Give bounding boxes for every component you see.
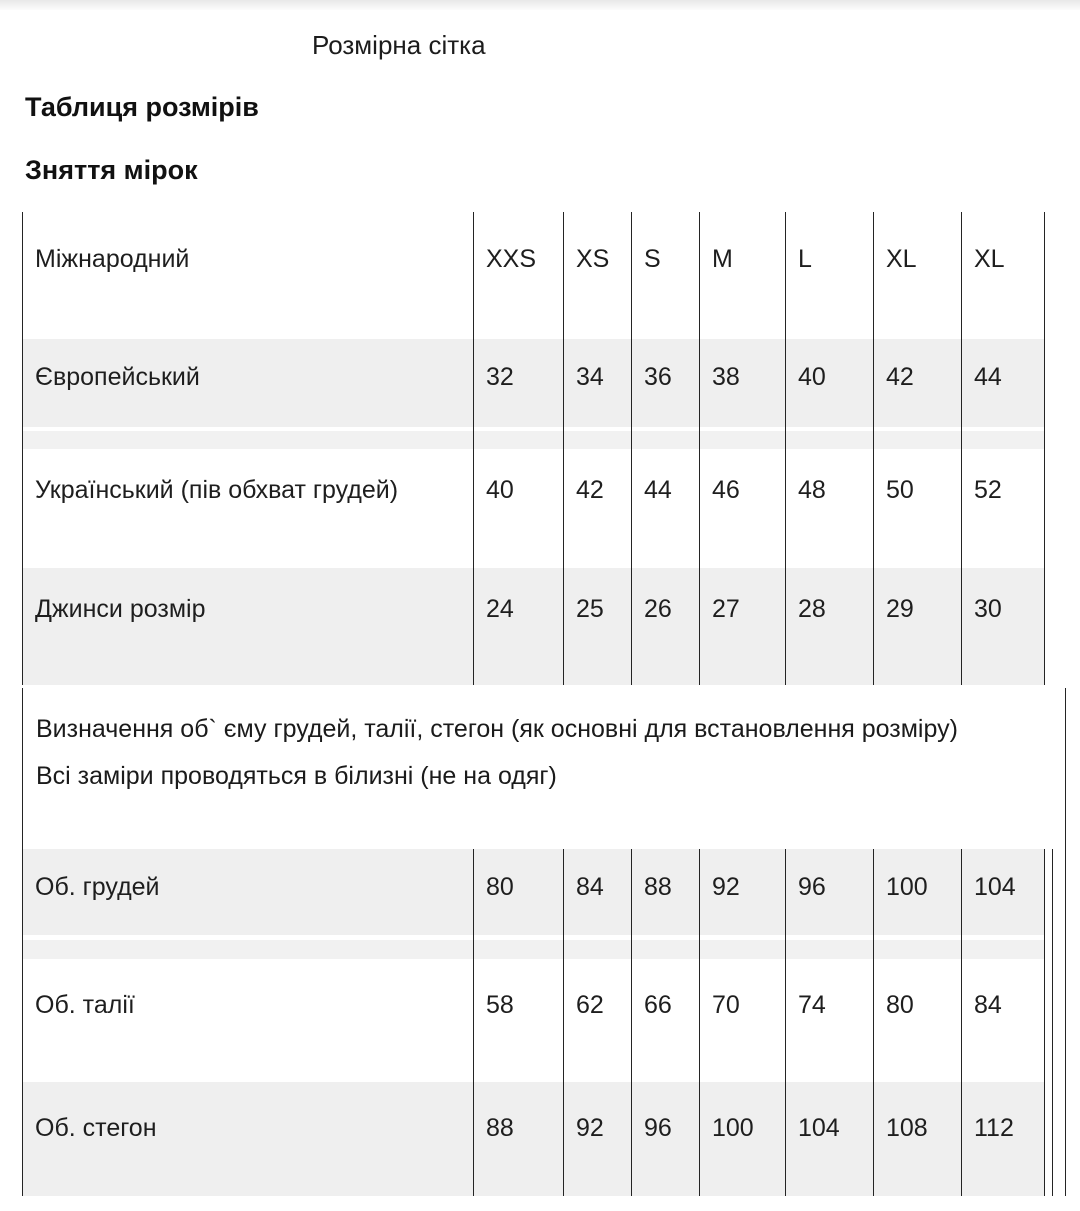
spacer-row xyxy=(23,431,1044,449)
table-row-waist xyxy=(23,959,1044,1082)
cell: 96 xyxy=(631,1082,699,1196)
cell: XL xyxy=(873,212,961,339)
cell: 92 xyxy=(699,849,785,935)
size-table xyxy=(22,212,1045,685)
cell: 44 xyxy=(961,339,1043,427)
spacer-cell xyxy=(563,431,631,449)
spacer-cell xyxy=(631,940,699,959)
cell: 74 xyxy=(785,959,873,1082)
page-caption: Розмірна сітка xyxy=(312,30,486,60)
table-row-hips xyxy=(23,1082,1044,1196)
cell: 24 xyxy=(473,568,563,685)
spacer-cell xyxy=(473,940,563,959)
cell: 48 xyxy=(785,449,873,568)
row-label: Об. стегон xyxy=(35,1114,157,1142)
cell: M xyxy=(699,212,785,339)
cell: 62 xyxy=(563,959,631,1082)
note-line: Визначення об` єму грудей, талії, стегон (як основні для встановлення розміру) xyxy=(36,715,958,743)
cell: XL xyxy=(961,212,1043,339)
row-label: Об. грудей xyxy=(35,873,160,901)
table-row-chest xyxy=(23,849,1044,935)
cell: 50 xyxy=(873,449,961,568)
cell: 112 xyxy=(961,1082,1043,1196)
table-row-european xyxy=(23,339,1044,427)
spacer-cell xyxy=(961,431,1043,449)
note-line: Всі заміри проводяться в білизні (не на одяг) xyxy=(36,762,557,790)
spacer-cell xyxy=(785,940,873,959)
row-label: Український (пів обхват грудей) xyxy=(35,476,399,504)
cell: 25 xyxy=(563,568,631,685)
cell: 44 xyxy=(631,449,699,568)
cell: S xyxy=(631,212,699,339)
spacer-cell xyxy=(699,940,785,959)
heading-size-table: Таблиця розмірів xyxy=(25,92,259,122)
cell: 27 xyxy=(699,568,785,685)
cell: 96 xyxy=(785,849,873,935)
spacer-cell xyxy=(23,431,473,449)
cell: 34 xyxy=(563,339,631,427)
spacer-cell xyxy=(563,940,631,959)
cell: 84 xyxy=(961,959,1043,1082)
row-label: Європейський xyxy=(35,363,200,391)
cell: 42 xyxy=(563,449,631,568)
cell: 46 xyxy=(699,449,785,568)
spacer-cell xyxy=(631,431,699,449)
cell: 84 xyxy=(563,849,631,935)
top-edge-strip xyxy=(0,0,1080,10)
measurements-table xyxy=(23,849,1045,1196)
cell: 70 xyxy=(699,959,785,1082)
cell: 104 xyxy=(785,1082,873,1196)
measurements-table-wrapper xyxy=(23,849,1053,1196)
cell: 58 xyxy=(473,959,563,1082)
row-label: Джинси розмір xyxy=(35,595,206,623)
cell: 100 xyxy=(699,1082,785,1196)
spacer-cell xyxy=(23,940,473,959)
cell: XXS xyxy=(473,212,563,339)
cell: 30 xyxy=(961,568,1043,685)
cell: XS xyxy=(563,212,631,339)
spacer-cell xyxy=(785,431,873,449)
cell: 88 xyxy=(631,849,699,935)
cell: 36 xyxy=(631,339,699,427)
spacer-cell xyxy=(699,431,785,449)
spacer-cell xyxy=(873,940,961,959)
table-row-ukrainian xyxy=(23,449,1044,568)
cell: 100 xyxy=(873,849,961,935)
cell: L xyxy=(785,212,873,339)
cell: 28 xyxy=(785,568,873,685)
spacer-row xyxy=(23,940,1044,959)
spacer-cell xyxy=(473,431,563,449)
cell: 29 xyxy=(873,568,961,685)
table-row-jeans xyxy=(23,568,1044,685)
cell: 42 xyxy=(873,339,961,427)
spacer-cell xyxy=(873,431,961,449)
row-label: Об. талії xyxy=(35,991,135,1019)
cell: 38 xyxy=(699,339,785,427)
cell: 52 xyxy=(961,449,1043,568)
cell: 80 xyxy=(473,849,563,935)
cell: 80 xyxy=(873,959,961,1082)
cell: 32 xyxy=(473,339,563,427)
cell: 108 xyxy=(873,1082,961,1196)
cell: 88 xyxy=(473,1082,563,1196)
measurements-section xyxy=(22,688,1066,1196)
cell: 104 xyxy=(961,849,1043,935)
cell: 92 xyxy=(563,1082,631,1196)
cell: 66 xyxy=(631,959,699,1082)
row-label: Міжнародний xyxy=(35,245,190,273)
cell: 26 xyxy=(631,568,699,685)
spacer-cell xyxy=(961,940,1043,959)
cell: 40 xyxy=(473,449,563,568)
cell: 40 xyxy=(785,339,873,427)
measurement-notes xyxy=(23,688,1065,849)
heading-measurements: Зняття мірок xyxy=(25,155,198,185)
table-row-international xyxy=(23,212,1044,339)
